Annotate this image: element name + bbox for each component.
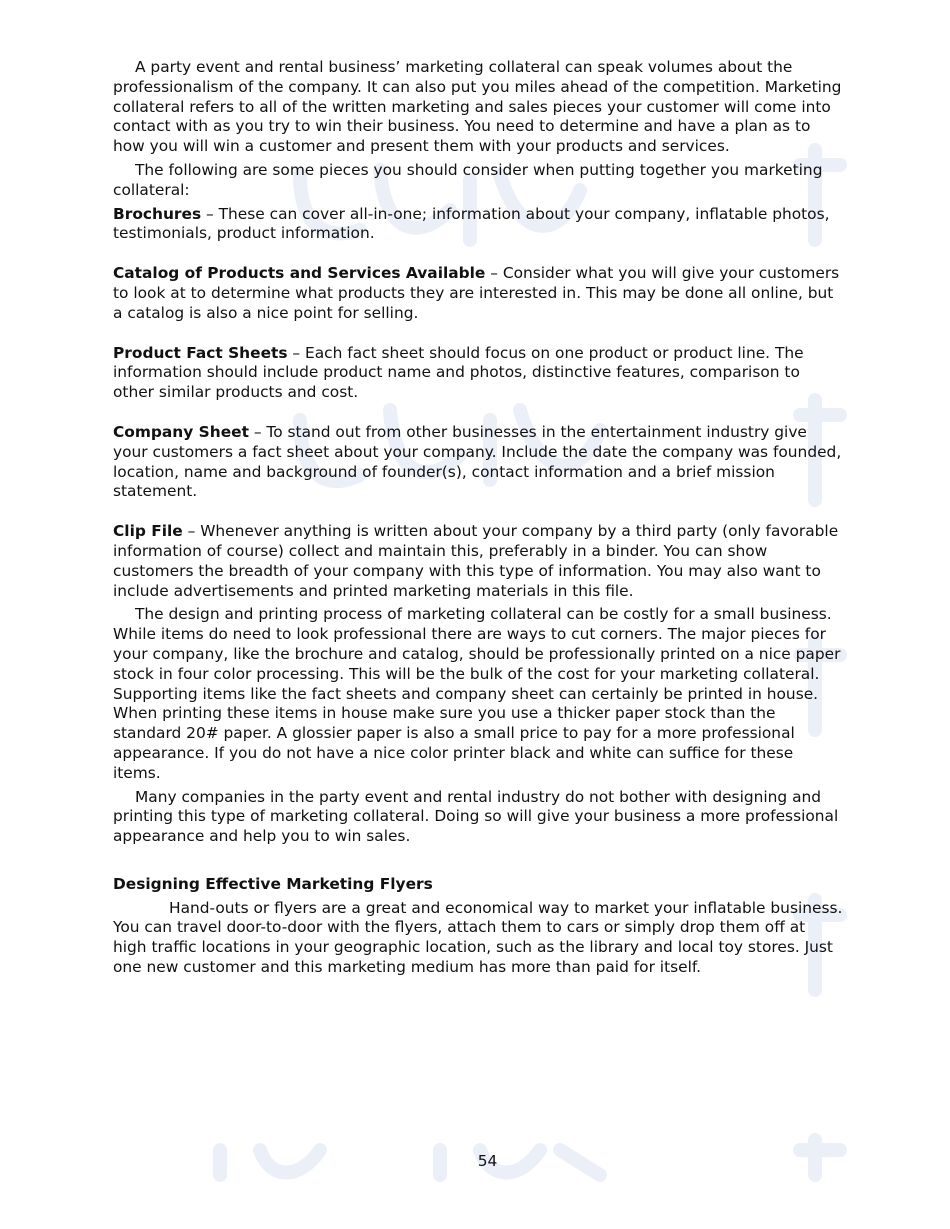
section-heading: Designing Effective Marketing Flyers bbox=[113, 874, 433, 893]
collateral-term: Company Sheet bbox=[113, 422, 249, 441]
collateral-description: – Each fact sheet should focus on one product or product line. The information should include product name and photos, distinctive features, comparison to other similar products and cost. bbox=[113, 343, 804, 402]
lead-in-paragraph: The following are some pieces you should consider when putting together you marketing collateral: bbox=[113, 160, 823, 199]
collateral-description: – Whenever anything is written about your company by a third party (only favorable information of course) collect and maintain this, preferably in a binder. You can show customers the breadth of your company with this type of information. You may also want to include advertisements and printed marketing materials in this file. bbox=[113, 522, 839, 600]
document-page bbox=[113, 58, 843, 978]
collateral-description: – These can cover all-in-one; information about your company, inflatable photos, testimonials, product information. bbox=[113, 204, 830, 243]
many-companies-paragraph: Many companies in the party event and rental industry do not bother with designing and printing this type of marketing collateral. Doing so will give your business a more professional appearance and help you to win sales. bbox=[113, 787, 839, 846]
collateral-term: Brochures bbox=[113, 204, 202, 223]
collateral-item-product-fact-sheets bbox=[113, 344, 843, 403]
collateral-term: Clip File bbox=[113, 522, 183, 541]
collateral-term: Product Fact Sheets bbox=[113, 343, 288, 362]
flyers-paragraph: Hand-outs or flyers are a great and economical way to market your inflatable business. You can travel door-to-door with the flyers, attach them to cars or simply drop them off at high traffic locations in your geographic location, such as the library and local toy stores. Just one new customer and this marketing medium has more than paid for itself. bbox=[113, 898, 843, 977]
page-number: 54 bbox=[477, 1152, 498, 1170]
collateral-description: – Consider what you will give your customers to look at to determine what products they are interested in. This may be done all online, but a catalog is also a nice point for selling. bbox=[113, 264, 840, 322]
design-printing-paragraph: The design and printing process of marketing collateral can be costly for a small business. While items do need to look professional there are ways to cut corners. The major pieces for your company, like the brochure and catalog, should be professionally printed on a nice paper stock in four color processing. This will be the bulk of the cost for your marketing collateral. Supporting items like the fact sheets and company sheet can certainly be printed in house. When printing these items in house make sure you use a thicker paper stock than the standard 20# paper. A glossier paper is also a small price to pay for a more professional appearance. If you do not have a nice color printer black and white can suffice for these items. bbox=[113, 605, 841, 782]
collateral-item-brochures bbox=[113, 205, 843, 245]
collateral-item-company-sheet bbox=[113, 423, 843, 502]
collateral-item-catalog bbox=[113, 264, 843, 323]
collateral-term: Catalog of Products and Services Available bbox=[113, 264, 486, 283]
collateral-description: – To stand out from other businesses in the entertainment industry give your customers a fact sheet about your company. Include the date the company was founded, location, name and background of founder(s), contact information and a brief mission statement. bbox=[113, 422, 842, 501]
intro-paragraph: A party event and rental business’ marketing collateral can speak volumes about the professionalism of the company. It can also put you miles ahead of the competition. Marketing collateral refers to all of the written marketing and sales pieces your customer will come into contact with as you try to win their business. You need to determine and have a plan as to how you will win a customer and present them with your products and services. bbox=[113, 58, 842, 156]
collateral-item-clip-file bbox=[113, 522, 843, 601]
